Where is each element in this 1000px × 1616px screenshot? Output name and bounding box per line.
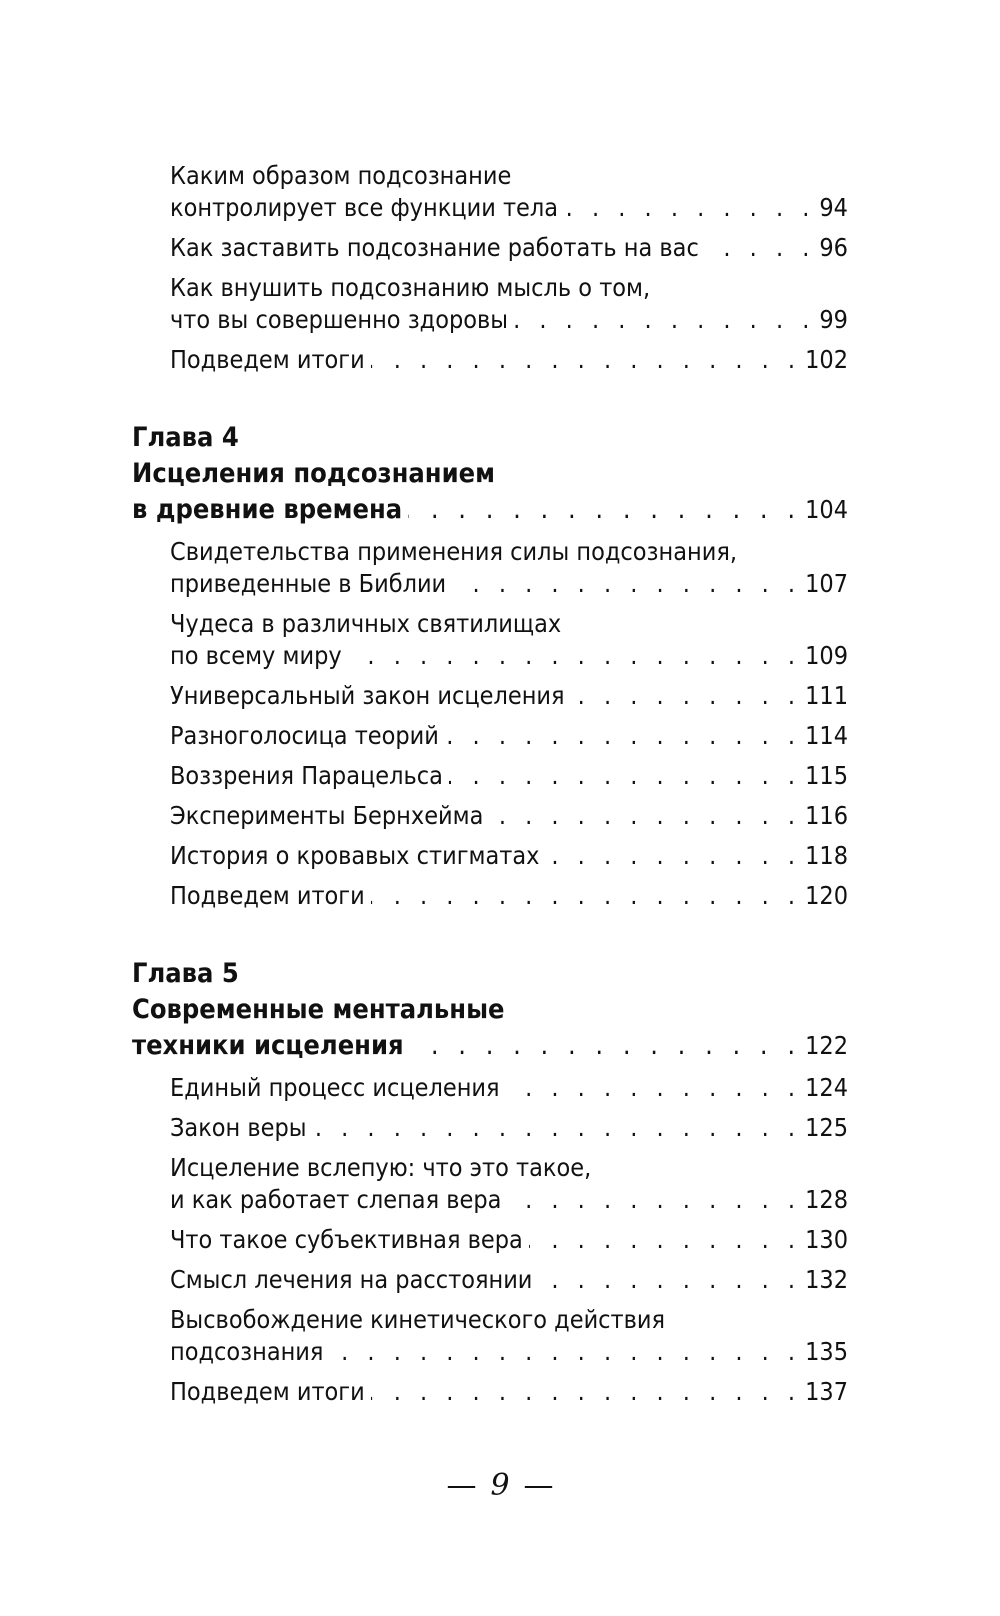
toc-entry [170,536,848,600]
chapter-number: Глава 5 [132,958,239,989]
dot-leader [445,720,801,752]
toc-entry-title-line1: Как внушить подсознанию мысль о том, [170,273,651,302]
dot-leader [705,232,816,264]
toc-entry-title: Подведем итоги [170,345,365,374]
toc-entry-title-line1: Исцеление вслепую: что это такое, [170,1153,592,1182]
dot-leader [449,760,801,792]
toc-entry-title: Закон веры [170,1113,307,1142]
toc-entry-title: Подведем итоги [170,1377,365,1406]
dot-leader [329,1336,801,1368]
chapter-title-line1: Исцеления подсознанием [132,458,495,489]
chapter-heading [132,420,848,528]
dot-leader [489,800,801,832]
dot-leader [506,1072,802,1104]
dot-leader [564,192,815,224]
toc-entry-page: 118 [805,841,848,870]
toc-entry [170,1072,848,1104]
toc-entry [170,1224,848,1256]
toc-entry [170,1152,848,1216]
toc-entry-title: что вы совершенно здоровы [170,305,509,334]
dot-leader [529,1224,801,1256]
dot-leader [538,1264,801,1296]
toc-entry-title: Единый процесс исцеления [170,1073,500,1102]
toc-entry [170,1304,848,1368]
toc-entry-page: 128 [805,1185,848,1214]
toc-entry-title: Что такое субъективная вера [170,1225,523,1254]
chapter-title: техники исцеления [132,1030,404,1061]
toc-entry [170,232,848,264]
dot-leader [410,1028,802,1064]
dot-leader [371,1376,801,1408]
toc-entry-page: 137 [805,1377,848,1406]
toc-entry-page: 120 [805,881,848,910]
toc-entry-title-line1: Каким образом подсознание [170,161,512,190]
chapter-number: Глава 4 [132,422,239,453]
toc-entry [170,680,848,712]
toc-entry [170,840,848,872]
dot-leader [371,880,801,912]
toc-entry-title: История о кровавых стигматах [170,841,540,870]
folio-dash-left: — [446,1468,477,1503]
dot-leader [514,304,815,336]
dot-leader [507,1184,801,1216]
toc-entry [170,880,848,912]
dot-leader [408,492,801,528]
toc-entry [170,272,848,336]
toc-entry-title: Эксперименты Бернхейма [170,801,484,830]
toc-entry-title: приведенные в Библии [170,569,447,598]
toc-entry [170,800,848,832]
toc-entry-page: 125 [805,1113,848,1142]
toc-entry-page: 124 [805,1073,848,1102]
toc-entry [170,160,848,224]
folio-dash-right: — [523,1468,554,1503]
dot-leader [452,568,801,600]
toc-entry [170,344,848,376]
toc-entry [170,1112,848,1144]
toc-entry-page: 132 [805,1265,848,1294]
toc-entry-title: Воззрения Парацельса [170,761,443,790]
toc-entry-title-line1: Свидетельства применения силы подсознания, [170,537,737,566]
chapter-title-line1: Современные ментальные [132,994,505,1025]
toc-entry-page: 115 [805,761,848,790]
toc-entry-title: и как работает слепая вера [170,1185,502,1214]
dot-leader [371,344,801,376]
toc-entry [170,720,848,752]
toc-entry-title: Подведем итоги [170,881,365,910]
chapter-page: 104 [805,495,848,524]
toc-entry [170,1264,848,1296]
chapter-title: в древние времена [132,494,403,525]
toc-entry [170,760,848,792]
toc-entry-page: 102 [805,345,848,374]
toc-entry-title: Смысл лечения на расстоянии [170,1265,533,1294]
toc-entry-title-line1: Чудеса в различных святилищах [170,609,562,638]
toc-entry-page: 96 [819,233,848,262]
dot-leader [313,1112,802,1144]
toc-entry-page: 116 [805,801,848,830]
toc-entry [170,1376,848,1408]
toc-entry-page: 107 [805,569,848,598]
toc-entry-title-line1: Высвобождение кинетического действия [170,1305,666,1334]
toc-entry-title: Разноголосица теорий [170,721,439,750]
toc-entry [170,608,848,672]
dot-leader [571,680,802,712]
chapter-page: 122 [805,1031,848,1060]
page-number [0,1468,1000,1503]
toc-entry-title: подсознания [170,1337,324,1366]
toc-entry-title: контролирует все функции тела [170,193,559,222]
folio-number: 9 [490,1468,510,1503]
toc-entry-page: 94 [819,193,848,222]
toc-entry-page: 135 [805,1337,848,1366]
toc-entry-page: 111 [805,681,848,710]
toc-entry-page: 99 [819,305,848,334]
dot-leader [545,840,801,872]
table-of-contents [132,160,848,1416]
toc-entry-page: 109 [805,641,848,670]
toc-entry-title: Универсальный закон исцеления [170,681,565,710]
toc-entry-page: 130 [805,1225,848,1254]
toc-entry-page: 114 [805,721,848,750]
toc-entry-title: Как заставить подсознание работать на вас [170,233,699,262]
dot-leader [348,640,801,672]
chapter-heading [132,956,848,1064]
toc-entry-title: по всему миру [170,641,342,670]
